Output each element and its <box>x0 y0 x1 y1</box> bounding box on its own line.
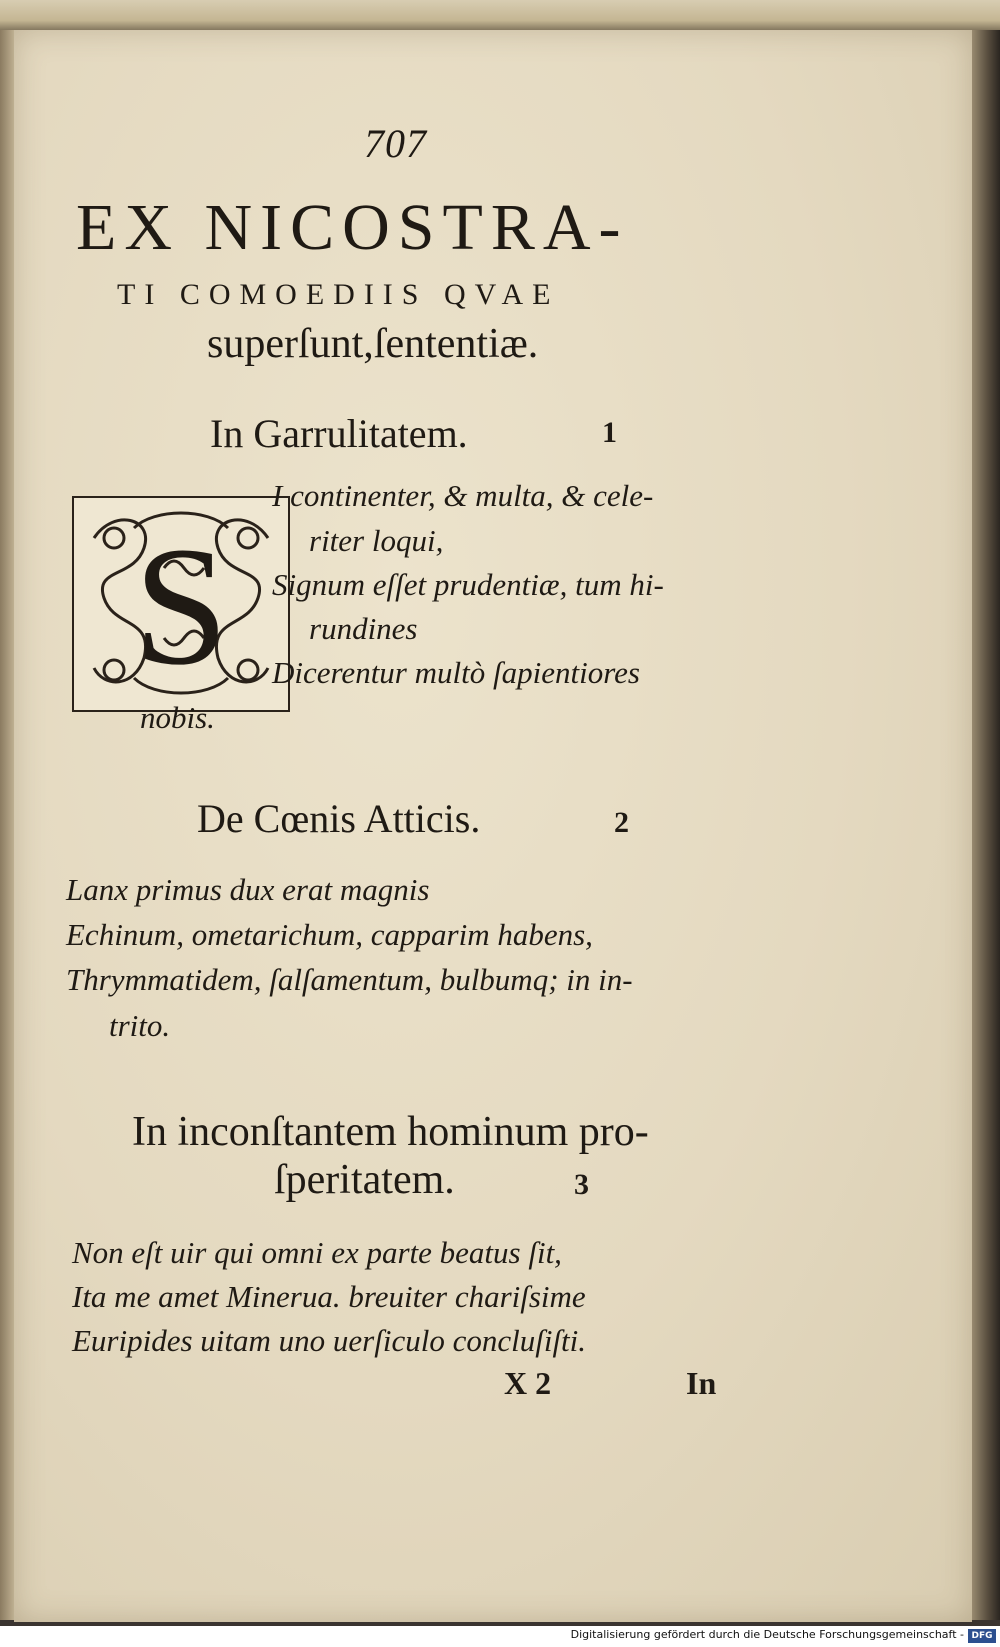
signature-mark: X 2 <box>504 1365 552 1401</box>
section-2-number: 2 <box>614 806 629 839</box>
book-page <box>14 30 972 1622</box>
section-2-line-4: trito. <box>109 1008 171 1043</box>
book-right-edge <box>968 30 1000 1620</box>
section-1-line-3: Signum eſſet prudentiæ, tum hi- <box>272 567 664 602</box>
section-1-line-4: rundines <box>309 611 418 646</box>
section-2-line-2: Echinum, ometarichum, capparim habens, <box>66 917 593 952</box>
section-2-line-3: Thrymmatidem, ſalſamentum, bulbumq; in in- <box>66 962 633 997</box>
funding-notice: Digitalisierung gefördert durch die Deutsche Forschungsgemeinschaft - <box>570 1628 964 1641</box>
section-2-line-1: Lanx primus dux erat magnis <box>66 872 430 907</box>
section-1-line-6: nobis. <box>140 700 215 735</box>
dfg-logo-icon: DFG <box>968 1629 996 1643</box>
section-3-line-2: Ita me amet Minerua. breuiter chariſsime <box>72 1279 586 1314</box>
page-number: 707 <box>364 121 427 166</box>
decorated-initial <box>72 496 290 712</box>
digitization-ribbon <box>0 1626 1000 1647</box>
section-1-line-5: Dicerentur multò ſapientiores <box>272 655 640 690</box>
title-line-1: EX NICOSTRA- <box>76 191 629 264</box>
title-line-2: TI COMOEDIIS QVAE <box>117 278 560 311</box>
section-3-heading-line-2: ſperitatem. <box>274 1157 455 1203</box>
title-line-3: superſunt,ſententiæ. <box>207 321 539 367</box>
section-3-line-3: Euripides uitam uno uerſiculo concluſiſti. <box>72 1323 587 1358</box>
section-1-number: 1 <box>602 416 617 449</box>
section-3-heading-line-1: In inconſtantem hominum pro- <box>132 1109 649 1155</box>
book-top-edge <box>0 0 1000 34</box>
initial-letter: S <box>133 512 229 700</box>
section-1-line-1: I continenter, & multa, & cele- <box>272 478 654 513</box>
section-3-line-1: Non eſt uir qui omni ex parte beatus ſit, <box>72 1235 562 1270</box>
floral-ornament-icon <box>74 498 288 710</box>
section-2-heading: De Cœnis Atticis. <box>197 796 481 841</box>
section-3-number: 3 <box>574 1168 589 1201</box>
section-1-heading: In Garrulitatem. <box>210 411 468 456</box>
catchword: In <box>686 1365 717 1401</box>
section-1-line-2: riter loqui, <box>309 523 444 558</box>
